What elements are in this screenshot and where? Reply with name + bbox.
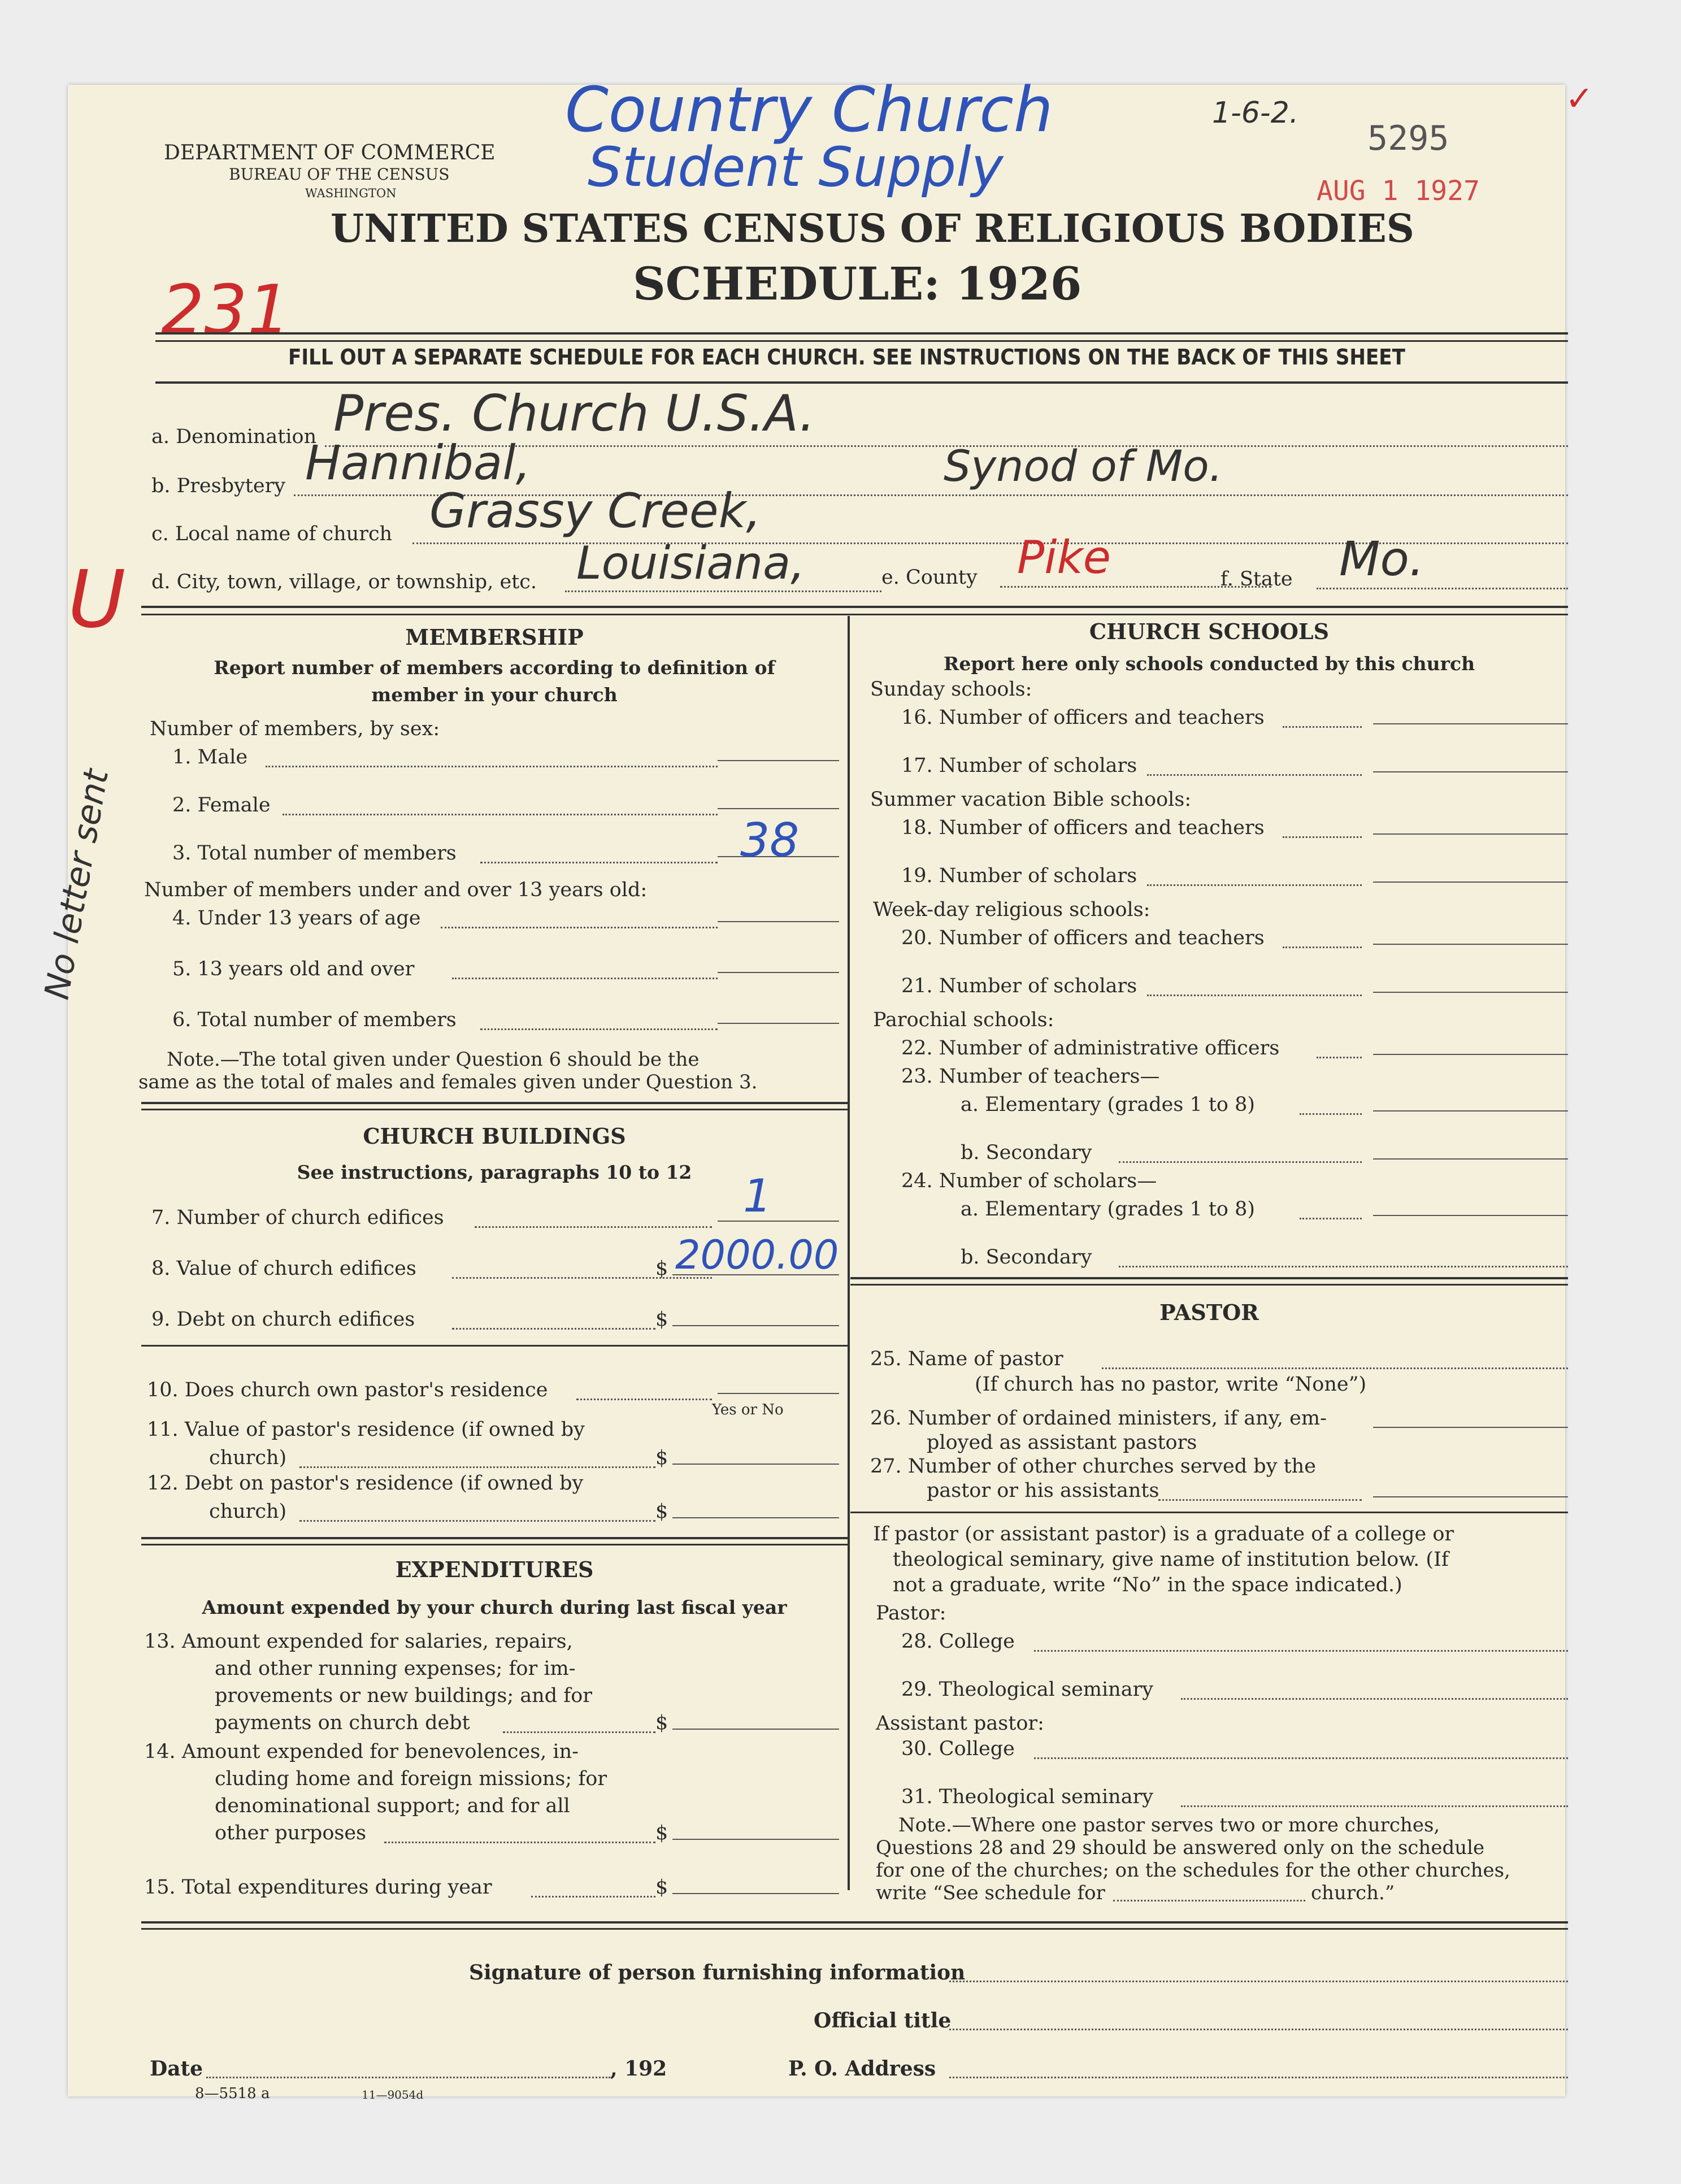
synod-value[interactable]: Synod of Mo. [944,441,1223,491]
handwritten-number: 231 [161,271,291,350]
handwritten-u: U [68,554,126,646]
q25-name-of-pastor: 25. Name of pastor [870,1348,1063,1370]
county-value[interactable]: Pike [1017,531,1111,584]
form-number: 1-6-2. [1212,96,1299,130]
q5-13-and-over: 5. 13 years old and over [172,958,415,980]
city-label: d. City, town, village, or township, etc. [151,571,537,593]
city-value[interactable]: Louisiana, [576,537,805,589]
q29-seminary: 29. Theological seminary [901,1678,1154,1701]
q8-value-amount[interactable]: 2000.00 [675,1232,839,1278]
q26-line2: ployed as assistant pastors [927,1431,1197,1454]
q6-total-members: 6. Total number of members [172,1009,457,1031]
pastor-note-3: for one of the churches; on the schedules for the other churches, [876,1859,1510,1882]
state-label: f. State [1220,568,1293,590]
pastor-note-4: write “See schedule for [876,1882,1105,1904]
q11-residence-value-line2: church) [209,1447,287,1469]
q27-line2: pastor or his assistants [927,1479,1159,1502]
census-schedule-form [37,73,1594,2102]
members-by-age-label: Number of members under and over 13 years old: [144,879,648,901]
q14-dollar: $ [655,1822,668,1844]
serial-number: 5295 [1367,119,1449,158]
q23b-secondary: b. Secondary [961,1141,1092,1164]
weekday-schools-label: Week-day religious schools: [873,898,1150,921]
form-code-2: 11—9054d [362,2088,424,2101]
q14-line4: other purposes [215,1822,367,1844]
q17-scholars: 17. Number of scholars [901,754,1137,777]
date-year: , 192 [610,2057,667,2081]
state-value[interactable]: Mo. [1339,531,1424,587]
q14-line1: 14. Amount expended for benevolences, in- [144,1740,579,1763]
q12-residence-debt-line1: 12. Debt on pastor's residence (if owned by [147,1472,584,1495]
church-buildings-title: CHURCH BUILDINGS [363,1123,626,1149]
q23a-elementary: a. Elementary (grades 1 to 8) [961,1093,1256,1116]
q16-officers-teachers: 16. Number of officers and teachers [901,706,1265,729]
department-name: DEPARTMENT OF COMMERCE [164,141,496,164]
q15-total-expenditures: 15. Total expenditures during year [144,1876,492,1899]
q28-college: 28. College [901,1630,1015,1653]
q4-under-13: 4. Under 13 years of age [172,907,421,930]
q11-residence-value-line1: 11. Value of pastor's residence (if owned by [147,1418,585,1441]
members-by-sex-label: Number of members, by sex: [150,718,440,740]
expenditures-subtitle: Amount expended by your church during last fiscal year [202,1596,787,1618]
q7-number-of-edifices: 7. Number of church edifices [151,1206,444,1229]
graduate-instructions-3: not a graduate, write “No” in the space indicated.) [893,1574,1402,1596]
sunday-schools-label: Sunday schools: [870,678,1032,701]
church-buildings-subtitle: See instructions, paragraphs 10 to 12 [297,1161,692,1183]
pastor-note-2: Questions 28 and 29 should be answered only on the schedule [876,1836,1485,1859]
membership-note-1: Note.—The total given under Question 6 should be the [167,1048,700,1071]
membership-note-2: same as the total of males and females given under Question 3. [138,1071,758,1093]
q1-male: 1. Male [172,746,248,768]
membership-subtitle-2: member in your church [371,684,618,706]
handwritten-student-supply: Student Supply [588,136,1004,199]
pastor-label: Pastor: [876,1602,946,1625]
bureau-name: BUREAU OF THE CENSUS [229,165,450,184]
date-received-stamp: AUG 1 1927 [1317,175,1480,207]
q15-dollar: $ [655,1876,668,1899]
pastor-note-5: church.” [1311,1882,1395,1904]
q26-line1: 26. Number of ordained ministers, if any, em- [870,1407,1327,1430]
presbytery-label: b. Presbytery [151,475,286,497]
county-label: e. County [881,566,978,589]
q2-female: 2. Female [172,794,271,817]
membership-title: MEMBERSHIP [405,624,584,650]
graduate-instructions-1: If pastor (or assistant pastor) is a graduate of a college or [873,1523,1454,1545]
q19-scholars: 19. Number of scholars [901,865,1137,887]
city-name: WASHINGTON [305,186,397,200]
q18-officers-teachers: 18. Number of officers and teachers [901,817,1265,839]
official-title-label: Official title [814,2009,952,2033]
q25-note: (If church has no pastor, write “None”) [975,1373,1367,1396]
q27-line1: 27. Number of other churches served by the [870,1455,1316,1478]
q12-residence-debt-line2: church) [209,1500,287,1523]
q14-line2: cluding home and foreign missions; for [215,1768,607,1790]
form-code-1: 8—5518 a [195,2085,270,2102]
q11-dollar: $ [655,1447,668,1469]
parochial-schools-label: Parochial schools: [873,1009,1054,1031]
membership-subtitle-1: Report number of members according to definition of [214,657,775,679]
q8-value-of-edifices: 8. Value of church edifices [151,1257,416,1280]
yes-or-no-hint: Yes or No [712,1401,784,1418]
q9-dollar: $ [655,1308,668,1331]
q13-line4: payments on church debt [215,1712,470,1734]
graduate-instructions-2: theological seminary, give name of institution below. (If [893,1548,1449,1571]
denomination-label: a. Denomination [151,425,317,448]
church-schools-subtitle: Report here only schools conducted by this church [943,653,1475,675]
q20-officers-teachers: 20. Number of officers and teachers [901,927,1265,949]
q3-total-members: 3. Total number of members [172,842,457,865]
pastor-note-1: Note.—Where one pastor serves two or more churches, [898,1814,1440,1836]
q13-line3: provements or new buildings; and for [215,1684,593,1707]
church-name-value[interactable]: Grassy Creek, [429,483,761,539]
pastor-title: PASTOR [1159,1300,1259,1325]
denomination-value[interactable]: Pres. Church U.S.A. [333,384,815,442]
q22-admin-officers: 22. Number of administrative officers [901,1037,1280,1060]
q30-college: 30. College [901,1738,1015,1760]
instructions-line: FILL OUT A SEPARATE SCHEDULE FOR EACH CHURCH. SEE INSTRUCTIONS ON THE BACK OF THIS SHEET [288,345,1405,370]
q24a-elementary: a. Elementary (grades 1 to 8) [961,1198,1256,1221]
q13-line2: and other running expenses; for im- [215,1657,576,1680]
po-address-label: P. O. Address [788,2057,936,2081]
q12-dollar: $ [655,1500,668,1523]
schedule-year: SCHEDULE: 1926 [633,257,1082,310]
q21-scholars: 21. Number of scholars [901,975,1137,997]
date-label: Date [150,2057,203,2081]
handwritten-country-church: Country Church [565,73,1053,146]
expenditures-title: EXPENDITURES [395,1557,594,1582]
q23-teachers: 23. Number of teachers— [901,1065,1160,1088]
q14-line3: denominational support; and for all [215,1795,570,1817]
form-title: UNITED STATES CENSUS OF RELIGIOUS BODIES [331,206,1414,251]
q13-dollar: $ [655,1712,668,1734]
church-schools-title: CHURCH SCHOOLS [1089,619,1330,644]
q7-edifices-value[interactable]: 1 [743,1170,772,1222]
side-note-no-letter-sent: No letter sent [37,766,117,1002]
signature-label: Signature of person furnishing information [469,1961,966,1985]
q9-debt-on-edifices: 9. Debt on church edifices [151,1308,415,1331]
check-mark: ✓ [1565,79,1594,119]
q24-scholars: 24. Number of scholars— [901,1170,1157,1192]
presbytery-value[interactable]: Hannibal, [305,435,531,490]
q3-total-members-value[interactable]: 38 [740,814,800,867]
summer-schools-label: Summer vacation Bible schools: [870,788,1192,811]
q10-own-residence: 10. Does church own pastor's residence [147,1379,548,1401]
q13-line1: 13. Amount expended for salaries, repairs, [144,1630,573,1653]
q31-seminary: 31. Theological seminary [901,1786,1154,1808]
q24b-secondary: b. Secondary [961,1246,1092,1269]
assistant-pastor-label: Assistant pastor: [876,1712,1044,1735]
q8-dollar: $ [655,1257,668,1280]
church-name-label: c. Local name of church [151,523,393,545]
